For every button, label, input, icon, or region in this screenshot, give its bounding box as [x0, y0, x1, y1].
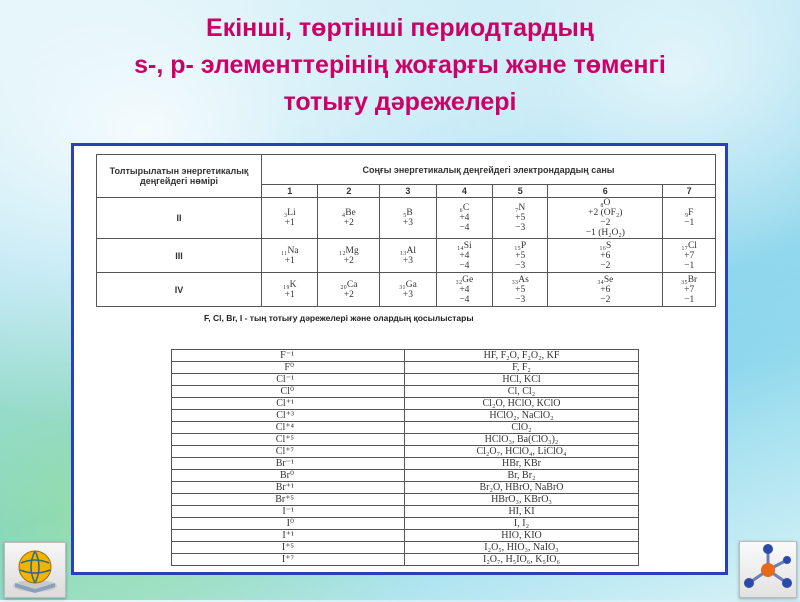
compounds-cell: HIO, KIO	[405, 530, 639, 542]
oxidation-state-cell: I⁺⁵	[172, 542, 405, 554]
element-cell: ₃₂Ge +4 −4	[436, 273, 492, 307]
oxidation-state-cell: I⁺⁷	[172, 554, 405, 566]
compounds-cell: F, F₂	[405, 362, 639, 374]
group-number-1: 1	[262, 185, 318, 198]
element-cell: ₂₀Ca +2	[318, 273, 380, 307]
oxidation-state-cell: Cl⁺¹	[172, 398, 405, 410]
element-cell: ₃₁Ga +3	[380, 273, 436, 307]
compounds-cell: I₂O₇, H₅IO₆, K₅IO₆	[405, 554, 639, 566]
table-row	[172, 386, 639, 398]
element-cell: ₁₃Al +3	[380, 239, 436, 273]
compounds-cell: ClO₂	[405, 422, 639, 434]
table-row	[172, 542, 639, 554]
compounds-cell: HBrO₃, KBrO₃	[405, 494, 639, 506]
table-row	[172, 422, 639, 434]
group-number-4: 4	[436, 185, 492, 198]
group-number-6: 6	[548, 185, 663, 198]
period-label: II	[97, 198, 262, 239]
period-row	[97, 273, 716, 307]
element-cell: ₁₂Mg +2	[318, 239, 380, 273]
element-cell: ₃₃As +5 −3	[493, 273, 548, 307]
content-panel	[71, 143, 728, 575]
oxidation-state-cell: Cl⁺³	[172, 410, 405, 422]
table-row	[172, 554, 639, 566]
group-number-3: 3	[380, 185, 436, 198]
oxidation-state-cell: Cl⁻¹	[172, 374, 405, 386]
element-cell: ₁₁Na +1	[262, 239, 318, 273]
oxidation-state-cell: Cl⁰	[172, 386, 405, 398]
element-cell: ₃₅Br +7 −1	[663, 273, 716, 307]
globe-book-icon	[4, 542, 66, 598]
element-cell: ₁₄Si +4 −4	[436, 239, 492, 273]
oxidation-state-cell: I⁺¹	[172, 530, 405, 542]
header-level-number: Толтырылатын энергетикалық деңгейдегі нөмірі	[97, 155, 262, 198]
element-cell: ₉F −1	[663, 198, 716, 239]
compounds-cell: I₂O₅, HIO₃, NaIO₃	[405, 542, 639, 554]
oxidation-state-cell: F⁻¹	[172, 350, 405, 362]
element-cell: ₁₇Cl +7 −1	[663, 239, 716, 273]
element-cell: ₇N +5 −3	[493, 198, 548, 239]
table-row	[172, 482, 639, 494]
table-row	[172, 506, 639, 518]
oxidation-state-cell: Br⁰	[172, 470, 405, 482]
halogen-table-body	[172, 350, 639, 566]
table-row	[172, 398, 639, 410]
oxidation-state-cell: Cl⁺⁵	[172, 434, 405, 446]
oxidation-table	[96, 154, 716, 307]
slide-title	[0, 10, 800, 121]
compounds-cell: HF, F₂O, F₂O₂, KF	[405, 350, 639, 362]
compounds-cell: Br₂O, HBrO, NaBrO	[405, 482, 639, 494]
title-line-3: тотығу дәрежелері	[283, 88, 517, 116]
oxidation-state-cell: I⁻¹	[172, 506, 405, 518]
halogen-table	[171, 349, 639, 566]
oxidation-state-cell: Cl⁺⁷	[172, 446, 405, 458]
element-cell: ₆C +4 −4	[436, 198, 492, 239]
compounds-cell: HBr, KBr	[405, 458, 639, 470]
element-cell: ₁₅P +5 −3	[493, 239, 548, 273]
element-cell: ₁₆S +6 −2	[548, 239, 663, 273]
table-row	[172, 470, 639, 482]
oxidation-state-cell: Br⁺⁵	[172, 494, 405, 506]
period-row	[97, 239, 716, 273]
table-row	[172, 446, 639, 458]
oxidation-state-cell: I⁰	[172, 518, 405, 530]
oxidation-table-body	[97, 198, 716, 307]
oxidation-state-cell: Br⁻¹	[172, 458, 405, 470]
compounds-cell: HI, KI	[405, 506, 639, 518]
table-row	[172, 518, 639, 530]
period-label: IV	[97, 273, 262, 307]
element-cell: ₄Be +2	[318, 198, 380, 239]
group-number-2: 2	[318, 185, 380, 198]
header-electron-count: Соңғы энергетикалық деңгейдегі электрондардың саны	[262, 155, 716, 185]
group-number-5: 5	[493, 185, 548, 198]
element-cell: ₁₉K +1	[262, 273, 318, 307]
compounds-cell: HClO₃, Ba(ClO₃)₂	[405, 434, 639, 446]
compounds-cell: Cl, Cl₂	[405, 386, 639, 398]
period-row	[97, 198, 716, 239]
oxidation-state-cell: Cl⁺⁴	[172, 422, 405, 434]
table-row	[172, 362, 639, 374]
element-cell: ₃₄Se +6 −2	[548, 273, 663, 307]
title-line-1: Екінші, төртінші периодтардың	[206, 14, 594, 42]
table-row	[172, 350, 639, 362]
table-row	[172, 494, 639, 506]
compounds-cell: HClO₂, NaClO₂	[405, 410, 639, 422]
compounds-cell: Br, Br₂	[405, 470, 639, 482]
molecule-icon	[739, 541, 797, 598]
compounds-cell: Cl₂O₇, HClO₄, LiClO₄	[405, 446, 639, 458]
group-number-7: 7	[663, 185, 716, 198]
compounds-cell: HCl, KCl	[405, 374, 639, 386]
table-row	[172, 530, 639, 542]
element-cell: ₅B +3	[380, 198, 436, 239]
oxidation-state-cell: F⁰	[172, 362, 405, 374]
table2-caption: F, Cl, Br, I - тың тотығу дәрежелері және олардың қосылыстары	[204, 313, 474, 323]
title-line-2: s-, p- элементтерінің жоғарғы және төменгі	[134, 51, 666, 79]
element-cell: ₃Li +1	[262, 198, 318, 239]
compounds-cell: Cl₂O, HClO, KClO	[405, 398, 639, 410]
table-row	[172, 458, 639, 470]
element-cell: ₈O +2 (OF₂) −2 −1 (H₂O₂)	[548, 198, 663, 239]
table-row	[172, 434, 639, 446]
table-row	[172, 410, 639, 422]
period-label: III	[97, 239, 262, 273]
compounds-cell: I, I₂	[405, 518, 639, 530]
oxidation-state-cell: Br⁺¹	[172, 482, 405, 494]
table-row	[172, 374, 639, 386]
